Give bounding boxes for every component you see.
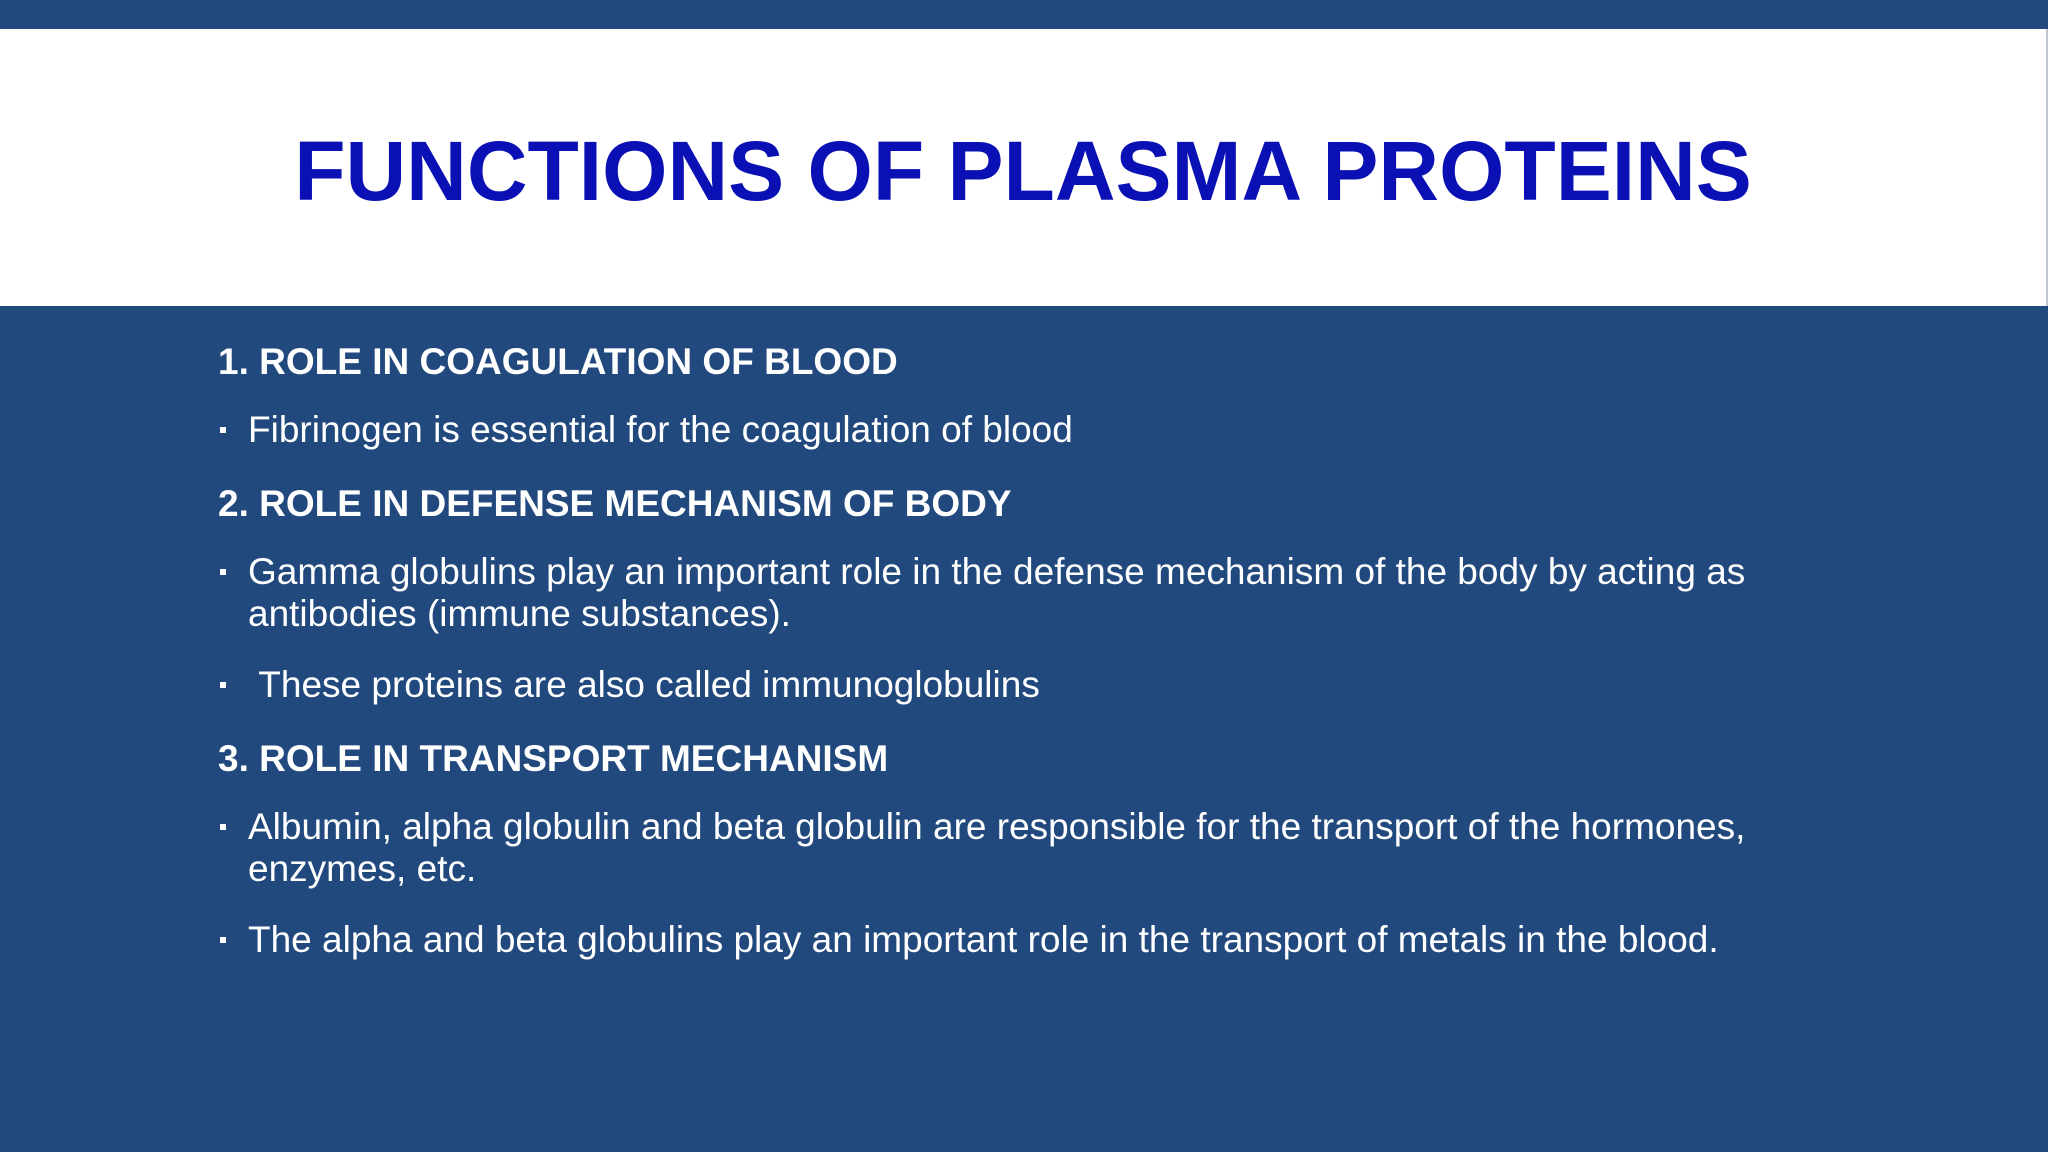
square-bullet-icon bbox=[220, 937, 226, 943]
section-heading-defense: 2. ROLE IN DEFENSE MECHANISM OF BODY bbox=[218, 483, 1012, 524]
bullet-text: Fibrinogen is essential for the coagulation of blood bbox=[248, 409, 1073, 450]
section-heading-transport: 3. ROLE IN TRANSPORT MECHANISM bbox=[218, 738, 889, 779]
title-panel bbox=[0, 29, 2048, 306]
slide-title: FUNCTIONS OF PLASMA PROTEINS bbox=[294, 124, 1752, 218]
bullet-item bbox=[218, 409, 1818, 451]
section-heading-coagulation: 1. ROLE IN COAGULATION OF BLOOD bbox=[218, 341, 898, 382]
bullet-item bbox=[218, 919, 1818, 961]
square-bullet-icon bbox=[220, 569, 226, 575]
bullet-text: Gamma globulins play an important role in the defense mechanism of the body by acting as antibodies (immune substances). bbox=[248, 551, 1756, 634]
bullet-item bbox=[218, 806, 1818, 890]
bullet-item bbox=[218, 664, 1818, 706]
bullet-text: Albumin, alpha globulin and beta globulin are responsible for the transport of the hormones, enzymes, etc. bbox=[248, 806, 1756, 889]
square-bullet-icon bbox=[220, 427, 226, 433]
square-bullet-icon bbox=[220, 824, 226, 830]
bullet-text: The alpha and beta globulins play an important role in the transport of metals in the blood. bbox=[248, 919, 1719, 960]
bullet-text: These proteins are also called immunoglobulins bbox=[248, 664, 1040, 705]
top-band bbox=[0, 0, 2048, 29]
slide-content bbox=[218, 338, 1818, 990]
square-bullet-icon bbox=[220, 682, 226, 688]
bullet-item bbox=[218, 551, 1818, 635]
